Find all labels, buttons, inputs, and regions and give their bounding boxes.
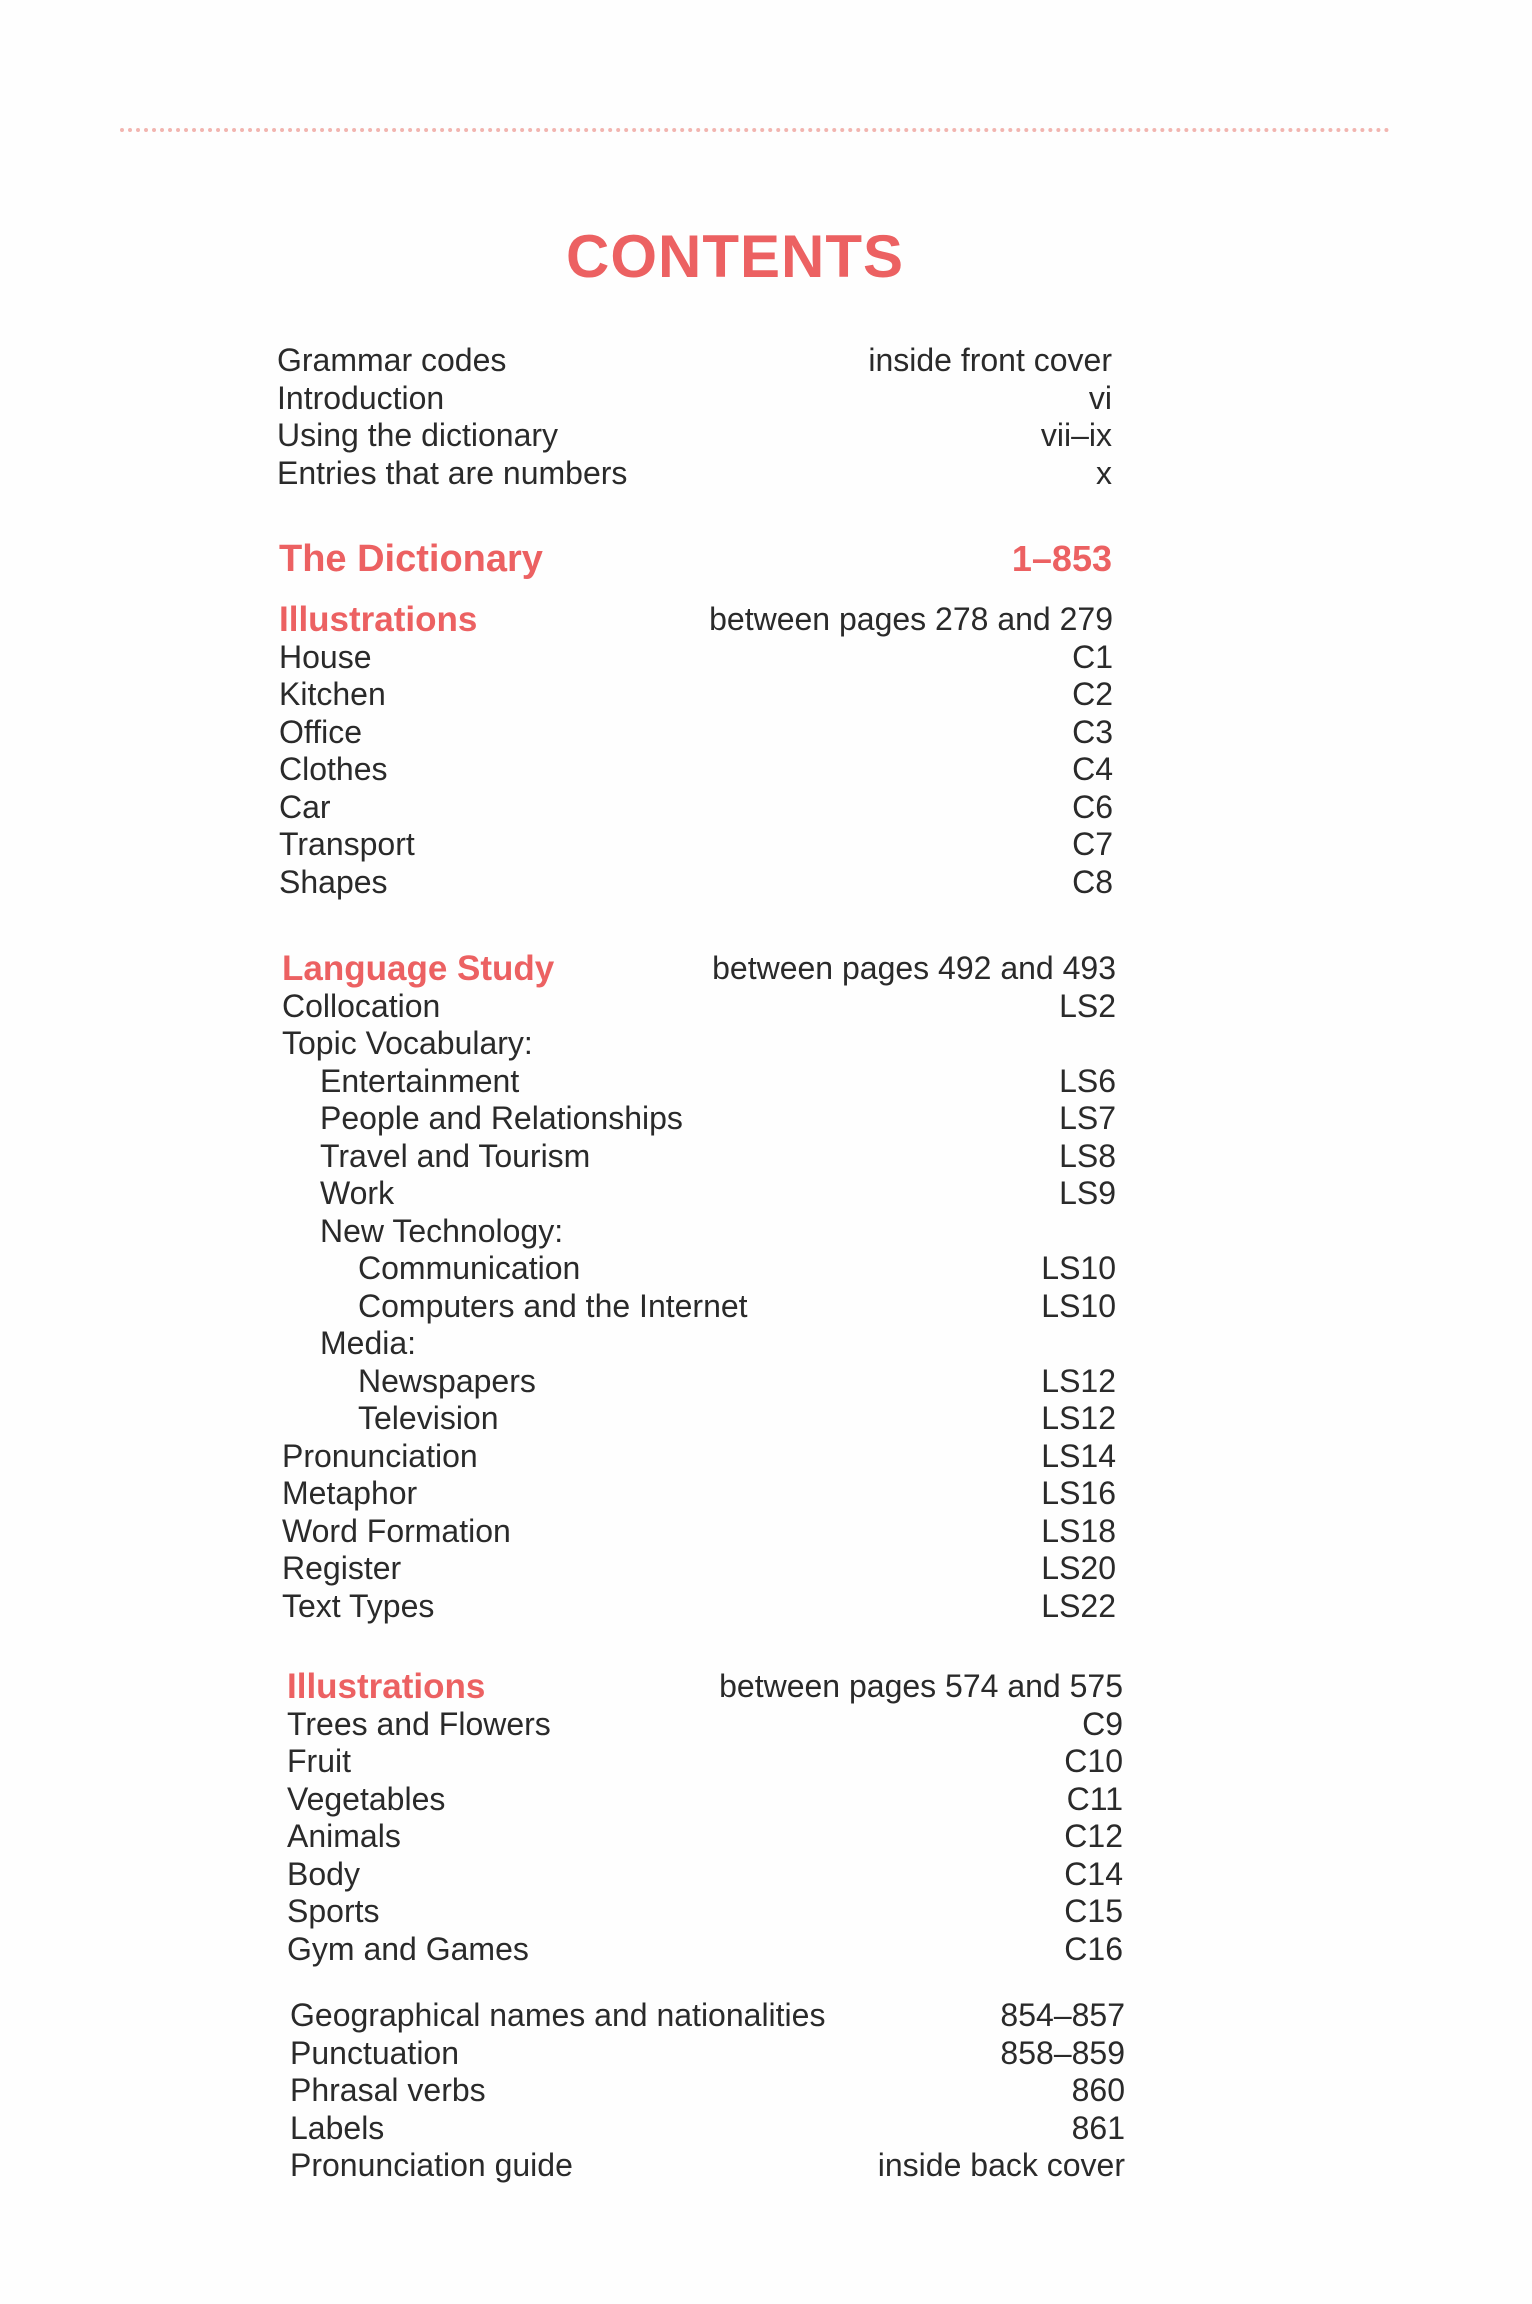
toc-entry-label: House	[279, 638, 372, 675]
illustrations-range: between pages 278 and 279	[709, 601, 1113, 637]
toc-entry[interactable]	[277, 380, 1112, 418]
toc-entry[interactable]	[287, 1743, 1123, 1781]
toc-entry[interactable]	[277, 455, 1112, 493]
toc-entry-label: Newspapers	[358, 1362, 536, 1399]
toc-entry-label: Entertainment	[320, 1062, 520, 1099]
toc-entry-label: Car	[279, 788, 331, 825]
toc-entry[interactable]	[282, 988, 1116, 1026]
toc-subheading-label: Media:	[320, 1325, 417, 1361]
toc-entry-label: Phrasal verbs	[290, 2072, 486, 2108]
toc-entry[interactable]	[277, 342, 1112, 380]
toc-entry[interactable]	[287, 1781, 1123, 1819]
dictionary-page-range: 1–853	[1011, 538, 1112, 579]
toc-entry-label: Office	[279, 713, 362, 750]
toc-entry-label: Labels	[290, 2109, 385, 2146]
toc-entry[interactable]	[282, 1588, 1116, 1626]
toc-entry-page: LS20	[1041, 1550, 1116, 1586]
toc-entry[interactable]	[287, 1818, 1123, 1856]
toc-entry-page: inside front cover	[868, 342, 1112, 378]
toc-entry[interactable]	[282, 1400, 1116, 1438]
toc-entry-label: Register	[282, 1550, 402, 1586]
toc-entry[interactable]	[282, 1475, 1116, 1513]
toc-entry-page: LS10	[1041, 1250, 1116, 1286]
toc-entry[interactable]	[282, 1063, 1116, 1101]
illustrations-section-2	[287, 1668, 1123, 1968]
toc-entry[interactable]	[287, 1893, 1123, 1931]
toc-subheading[interactable]	[282, 1325, 1116, 1363]
toc-entry-page: C2	[1072, 676, 1113, 712]
toc-entry-label: Collocation	[282, 987, 441, 1024]
toc-entry-label: Clothes	[279, 751, 388, 787]
toc-entry[interactable]	[279, 789, 1113, 827]
language-study-range: between pages 492 and 493	[712, 950, 1116, 986]
toc-entry-label: Television	[358, 1400, 499, 1436]
toc-entry-page: C6	[1072, 788, 1113, 825]
toc-entry[interactable]	[279, 826, 1113, 864]
toc-subheading[interactable]	[282, 1025, 1116, 1063]
toc-entry-label: Sports	[287, 1893, 380, 1929]
toc-entry-label: Pronunciation	[282, 1437, 478, 1474]
toc-entry[interactable]	[282, 1438, 1116, 1476]
toc-entry-page: LS12	[1041, 1362, 1116, 1399]
toc-entry-page: 860	[1071, 2072, 1125, 2108]
toc-entry-label: Text Types	[282, 1587, 435, 1624]
toc-entry-page: LS12	[1041, 1400, 1116, 1436]
toc-entry-page: C15	[1064, 1893, 1123, 1929]
toc-entry-page: C3	[1072, 713, 1113, 750]
toc-entry-page: LS16	[1041, 1475, 1116, 1511]
toc-entry-label: Fruit	[287, 1743, 351, 1779]
toc-entry-page: inside back cover	[877, 2147, 1125, 2183]
toc-entry[interactable]	[282, 1250, 1116, 1288]
illustrations-range: between pages 574 and 575	[719, 1668, 1123, 1704]
toc-entry-page: C4	[1072, 751, 1113, 787]
toc-entry-label: Communication	[358, 1250, 581, 1286]
toc-entry-label: Work	[320, 1175, 395, 1211]
back-matter-section	[290, 1997, 1125, 2185]
toc-entry-page: C12	[1064, 1818, 1123, 1854]
toc-entry[interactable]	[290, 2072, 1125, 2110]
toc-entry-label: Pronunciation guide	[290, 2147, 573, 2183]
toc-entry[interactable]	[290, 2035, 1125, 2073]
toc-entry[interactable]	[282, 1363, 1116, 1401]
toc-entry-label: Animals	[287, 1818, 401, 1854]
toc-entry-page: LS9	[1059, 1175, 1116, 1211]
toc-entry-page: C11	[1066, 1780, 1123, 1817]
toc-entry-page: LS7	[1059, 1100, 1116, 1136]
toc-heading[interactable]	[279, 537, 1112, 581]
toc-entry-label: People and Relationships	[320, 1100, 683, 1136]
toc-entry[interactable]	[290, 1997, 1125, 2035]
toc-entry-page: LS2	[1059, 987, 1116, 1024]
toc-entry-page: C14	[1064, 1855, 1123, 1892]
toc-entry-page: LS8	[1059, 1137, 1116, 1174]
toc-entry-page: vii–ix	[1040, 417, 1112, 453]
toc-entry[interactable]	[287, 1931, 1123, 1969]
toc-entry[interactable]	[282, 1100, 1116, 1138]
toc-entry-page: 858–859	[1000, 2034, 1125, 2071]
toc-entry-label: Computers and the Internet	[358, 1287, 748, 1324]
toc-heading[interactable]	[287, 1668, 1123, 1706]
toc-entry-label: Using the dictionary	[277, 417, 559, 453]
toc-entry[interactable]	[282, 1288, 1116, 1326]
toc-entry-label: Transport	[279, 826, 415, 862]
toc-entry[interactable]	[287, 1856, 1123, 1894]
toc-entry-page: 861	[1071, 2109, 1125, 2146]
toc-entry[interactable]	[282, 1175, 1116, 1213]
toc-entry-label: Entries that are numbers	[277, 454, 628, 491]
dictionary-heading: The Dictionary	[279, 538, 543, 580]
toc-entry-label: Kitchen	[279, 676, 386, 712]
toc-subheading[interactable]	[282, 1213, 1116, 1251]
illustrations-section-1	[279, 601, 1113, 901]
toc-entry-page: LS18	[1041, 1512, 1116, 1549]
toc-entry-page: 854–857	[1000, 1997, 1125, 2033]
toc-entry-page: LS14	[1041, 1437, 1116, 1474]
toc-entry[interactable]	[282, 1513, 1116, 1551]
toc-entry-page: C9	[1082, 1705, 1123, 1742]
toc-entry-label: Punctuation	[290, 2034, 460, 2071]
toc-subheading-label: Topic Vocabulary:	[282, 1025, 533, 1061]
toc-subheading-label: New Technology:	[320, 1212, 564, 1249]
toc-entry-label: Shapes	[279, 863, 388, 900]
toc-entry-label: Travel and Tourism	[320, 1137, 591, 1174]
toc-entry[interactable]	[282, 1550, 1116, 1588]
toc-entry-label: Metaphor	[282, 1475, 418, 1511]
toc-entry-label: Vegetables	[287, 1780, 446, 1817]
toc-entry-label: Body	[287, 1855, 360, 1892]
toc-entry-page: C10	[1064, 1743, 1123, 1779]
toc-entry[interactable]	[279, 864, 1113, 902]
language-study-section	[282, 950, 1116, 1625]
toc-entry-label: Word Formation	[282, 1512, 511, 1549]
toc-entry-page: C7	[1072, 826, 1113, 862]
toc-entry-page: LS22	[1041, 1587, 1116, 1624]
front-matter-section	[277, 342, 1112, 492]
dotted-rule	[120, 128, 1390, 132]
toc-entry-page: LS6	[1059, 1062, 1116, 1099]
toc-entry[interactable]	[287, 1706, 1123, 1744]
toc-entry[interactable]	[290, 2147, 1125, 2185]
toc-entry[interactable]	[290, 2110, 1125, 2148]
toc-entry-label: Introduction	[277, 379, 445, 416]
illustrations-heading: Illustrations	[279, 600, 478, 639]
language-study-heading: Language Study	[282, 949, 555, 988]
toc-entry[interactable]	[279, 751, 1113, 789]
toc-entry-label: Grammar codes	[277, 342, 507, 378]
toc-entry-page: C8	[1072, 863, 1113, 900]
toc-entry[interactable]	[277, 417, 1112, 455]
toc-entry[interactable]	[282, 1138, 1116, 1176]
toc-entry[interactable]	[279, 714, 1113, 752]
dictionary-section	[279, 537, 1112, 581]
toc-entry-page: vi	[1088, 379, 1112, 416]
toc-entry[interactable]	[279, 676, 1113, 714]
toc-entry-label: Gym and Games	[287, 1930, 529, 1967]
toc-heading[interactable]	[279, 601, 1113, 639]
toc-heading[interactable]	[282, 950, 1116, 988]
toc-entry-label: Geographical names and nationalities	[290, 1997, 826, 2033]
toc-entry[interactable]	[279, 639, 1113, 677]
toc-entry-page: C1	[1072, 638, 1113, 675]
toc-entry-page: x	[1096, 454, 1112, 491]
illustrations-heading: Illustrations	[287, 1667, 486, 1706]
toc-entry-label: Trees and Flowers	[287, 1705, 551, 1742]
toc-entry-page: LS10	[1041, 1287, 1116, 1324]
toc-entry-page: C16	[1064, 1930, 1123, 1967]
page-title: CONTENTS	[566, 223, 904, 290]
